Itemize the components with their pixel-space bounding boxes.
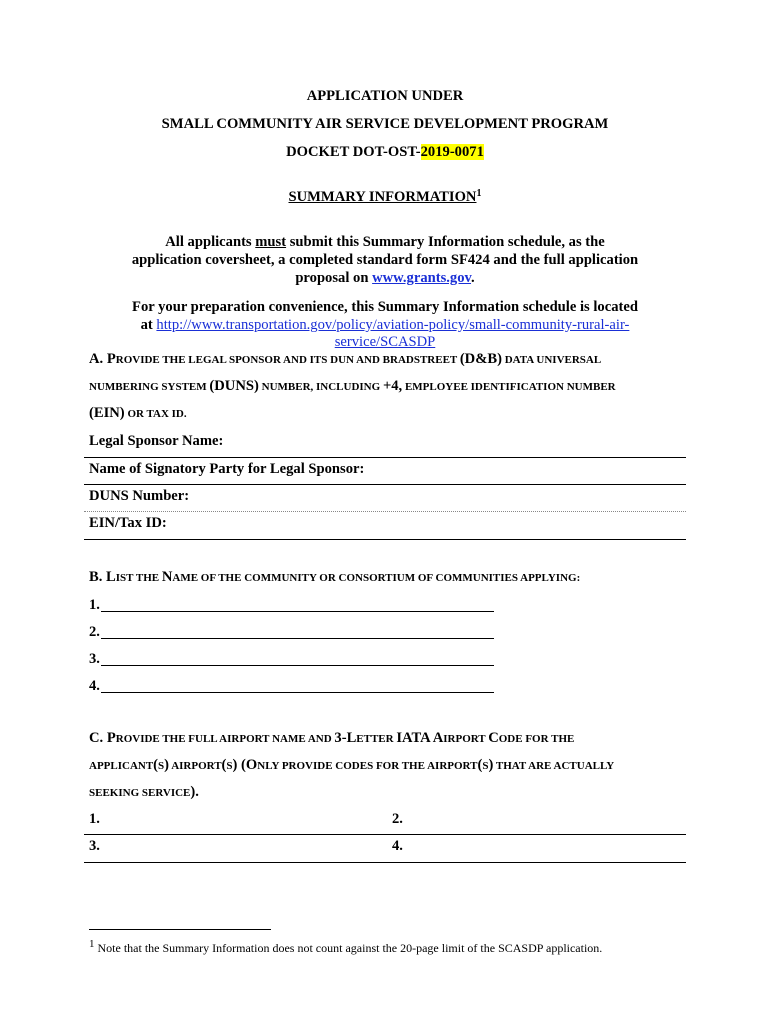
docket-number: 2019-0071 [420,144,484,160]
footnote-text: Note that the Summary Information does not count against the 20-page limit of the SCASDP application. [94,941,603,955]
divider [84,511,686,512]
divider [84,862,686,863]
docket-prefix: DOCKET DOT-OST- [286,144,421,160]
intro-line-3 [84,270,686,287]
ein-tax-id-label: EIN/Tax ID: [89,515,167,531]
summary-title [84,188,686,206]
section-c-line-1: C. PROVIDE THE FULL AIRPORT NAME AND 3-LETTER IATA AIRPORT CODE FOR THE [89,730,575,746]
scasdp-link[interactable]: http://www.transportation.gov/policy/aviation-policy/small-community-rural-air- [156,317,630,333]
community-2-field[interactable] [101,638,494,639]
divider [84,484,686,485]
community-4-field[interactable] [101,692,494,693]
intro2-line-1: For your preparation convenience, this Summary Information schedule is located [132,299,638,315]
footnote-mark: 1 [89,938,95,950]
community-item-3-label: 3. [89,651,100,667]
community-item-4-label: 4. [89,678,100,694]
intro2-line-2 [84,317,686,334]
docket-line [84,144,686,161]
intro-line-2: application coversheet, a completed standard form SF424 and the full application [131,252,639,268]
divider [84,457,686,458]
divider [84,539,686,540]
intro-text: at [140,317,157,333]
intro-line-1 [84,234,686,251]
duns-number-label: DUNS Number: [89,488,190,504]
community-item-2-label: 2. [89,624,100,640]
footnote [89,938,602,956]
intro-text: submit this Summary Information schedule, as the [286,234,605,250]
footnote-ref[interactable]: 1 [476,188,482,199]
section-a-line-3: (EIN) OR TAX ID. [89,405,187,421]
airport-3-label: 3. [89,838,100,854]
community-1-field[interactable] [101,611,494,612]
airport-1-label: 1. [89,811,100,827]
intro-text: proposal on [295,270,373,286]
legal-sponsor-name-label: Legal Sponsor Name: [89,433,224,449]
scasdp-link-cont[interactable]: service/SCASDP [334,334,436,350]
section-b-heading: B. LIST THE NAME OF THE COMMUNITY OR CONSORTIUM OF COMMUNITIES APPLYING: [89,569,581,585]
section-a-line-1: A. PROVIDE THE LEGAL SPONSOR AND ITS DUN AND BRADSTREET (D&B) DATA UNIVERSAL [89,351,602,367]
signatory-party-label: Name of Signatory Party for Legal Sponsor: [89,461,365,477]
intro-text: . [471,270,475,286]
title-line-2: SMALL COMMUNITY AIR SERVICE DEVELOPMENT PROGRAM [161,116,609,132]
airport-2-label: 2. [392,811,403,827]
title-line-1: APPLICATION UNDER [306,88,464,104]
intro2-line-3 [84,334,686,351]
community-3-field[interactable] [101,665,494,666]
section-a-line-2: NUMBERING SYSTEM (DUNS) NUMBER, INCLUDING +4, EMPLOYEE IDENTIFICATION NUMBER [89,378,616,394]
section-c-line-2: APPLICANT(S) AIRPORT(S) (ONLY PROVIDE CODES FOR THE AIRPORT(S) THAT ARE ACTUALLY [89,757,615,773]
footnote-separator [89,929,271,930]
must-emphasis: must [255,234,287,250]
summary-title-text: SUMMARY INFORMATION [288,189,477,205]
airport-4-label: 4. [392,838,403,854]
section-c-line-3: SEEKING SERVICE). [89,784,199,800]
grants-gov-link[interactable]: www.grants.gov [372,270,472,286]
divider [84,834,686,835]
community-item-1-label: 1. [89,597,100,613]
intro-text: All applicants [165,234,256,250]
